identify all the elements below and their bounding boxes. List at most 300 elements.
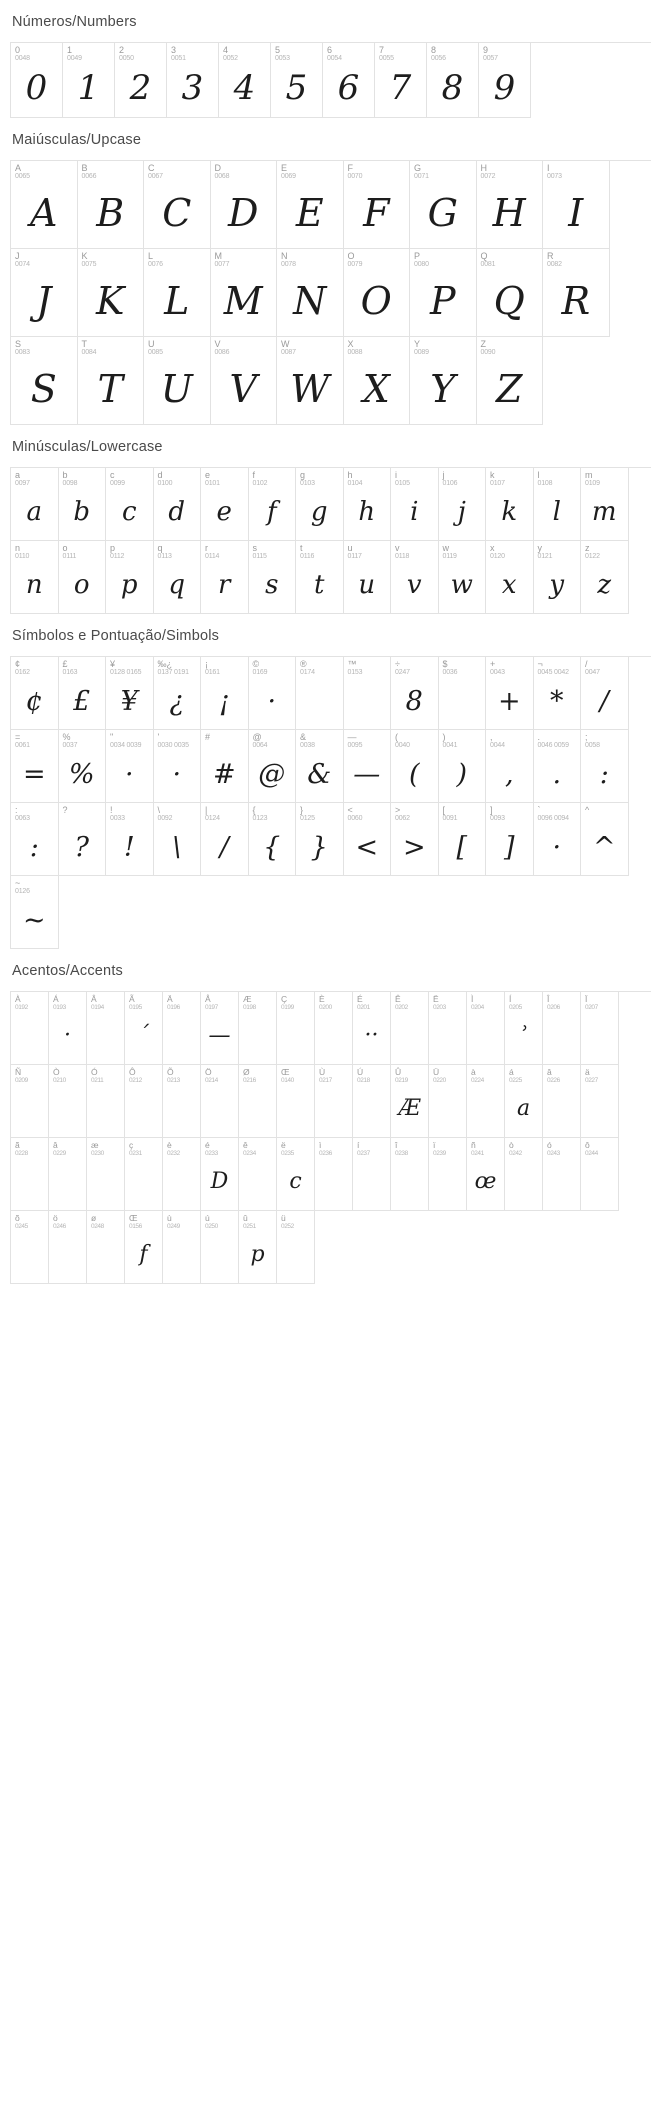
glyph-code-label: 0227 [585, 1077, 598, 1084]
glyph-char-label: ~ [15, 878, 21, 888]
glyph-cell[interactable] [163, 1211, 201, 1284]
glyph-preview: · [124, 758, 134, 790]
glyph-char-label: Ë [433, 994, 439, 1004]
glyph-cell[interactable] [154, 730, 202, 803]
glyph-cell[interactable] [581, 1138, 619, 1211]
glyph-cell[interactable] [479, 43, 531, 118]
glyph-cell[interactable] [87, 1138, 125, 1211]
glyph-cell[interactable] [11, 468, 59, 541]
glyph-cell[interactable] [391, 1138, 429, 1211]
glyph-preview: — [353, 758, 381, 790]
glyph-cell[interactable] [486, 730, 534, 803]
glyph-code-label: 0237 [357, 1150, 370, 1157]
glyph-cell[interactable] [249, 541, 297, 614]
glyph-cell[interactable] [410, 249, 477, 337]
glyph-code-label: 0234 [243, 1150, 256, 1157]
glyph-cell[interactable] [11, 541, 59, 614]
glyph-code-label: 0193 [53, 1004, 66, 1011]
glyph-code-label: 0209 [15, 1077, 28, 1084]
glyph-preview [467, 1008, 504, 1064]
glyph-char-label: ; [585, 732, 588, 742]
glyph-char-label: c [110, 470, 115, 480]
glyph-code-label: 0041 [442, 742, 458, 749]
glyph-char-label: } [300, 805, 304, 815]
glyph-preview [277, 1008, 314, 1064]
glyph-char-label: ÷ [395, 659, 400, 669]
glyph-code-label: 0162 [15, 669, 30, 676]
section-title: Maiúsculas/Upcase [12, 132, 142, 148]
glyph-code-label: 0096 0094 [537, 815, 569, 822]
glyph-cell[interactable] [296, 803, 344, 876]
glyph-preview: l [552, 497, 561, 527]
glyph-preview: C [162, 190, 192, 235]
glyph-cell[interactable] [201, 730, 249, 803]
glyph-cell[interactable] [505, 1065, 543, 1138]
glyph-char-label: æ [91, 1140, 99, 1150]
glyph-cell[interactable] [59, 730, 107, 803]
glyph-preview: \ [172, 831, 182, 863]
glyph-cell[interactable] [11, 337, 78, 425]
glyph-cell[interactable] [391, 541, 439, 614]
glyph-cell[interactable] [63, 43, 115, 118]
glyph-cell[interactable] [391, 1065, 429, 1138]
glyph-code-label: 0097 [15, 480, 30, 487]
glyph-char-label: p [110, 543, 116, 553]
glyph-code-label: 0161 [205, 669, 220, 676]
glyph-char-label: ` [537, 805, 541, 815]
glyph-cell[interactable] [410, 337, 477, 425]
glyph-code-label: 0089 [414, 349, 429, 356]
glyph-cell[interactable] [49, 992, 87, 1065]
glyph-char-label: ó [547, 1140, 552, 1150]
glyph-char-label: 7 [379, 45, 385, 55]
glyph-cell[interactable] [534, 730, 582, 803]
glyph-preview [163, 1081, 200, 1137]
glyph-char-label: û [243, 1213, 248, 1223]
glyph-char-label: s [252, 543, 257, 553]
glyph-preview: b [73, 497, 91, 527]
glyph-cell[interactable] [115, 43, 167, 118]
glyph-code-label: 0067 [148, 173, 163, 180]
glyph-cell[interactable] [486, 657, 534, 730]
glyph-cell[interactable] [543, 161, 610, 249]
glyph-cell[interactable] [239, 1138, 277, 1211]
glyph-cell[interactable] [163, 1138, 201, 1211]
glyph-char-label: ù [167, 1213, 172, 1223]
glyph-preview: & [307, 758, 332, 790]
glyph-char-label: " [110, 732, 114, 742]
glyph-preview [315, 1154, 352, 1210]
glyph-cell[interactable] [59, 468, 107, 541]
glyph-cell[interactable] [439, 803, 487, 876]
glyph-preview: v [406, 570, 422, 600]
glyph-cell[interactable] [391, 803, 439, 876]
glyph-cell[interactable] [78, 161, 145, 249]
glyph-preview: @ [258, 758, 286, 790]
glyph-cell[interactable] [167, 43, 219, 118]
glyph-preview: m [591, 497, 617, 527]
glyph-cell[interactable] [239, 1211, 277, 1284]
glyph-cell[interactable] [505, 1138, 543, 1211]
glyph-cell[interactable] [11, 992, 49, 1065]
glyph-cell[interactable] [78, 337, 145, 425]
glyph-cell[interactable] [505, 992, 543, 1065]
glyph-char-label: Â [91, 994, 97, 1004]
glyph-preview: * [550, 685, 564, 717]
glyph-cell[interactable] [581, 541, 629, 614]
glyph-char-label: É [357, 994, 363, 1004]
glyph-preview: · [172, 758, 182, 790]
glyph-preview [505, 1154, 542, 1210]
glyph-code-label: 0210 [53, 1077, 66, 1084]
glyph-char-label: d [157, 470, 163, 480]
glyph-cell[interactable] [486, 541, 534, 614]
glyph-preview: ʾ [520, 1023, 527, 1048]
glyph-cell[interactable] [344, 161, 411, 249]
glyph-code-label: 0250 [205, 1223, 218, 1230]
glyph-cell[interactable] [534, 803, 582, 876]
glyph-code-label: 0243 [547, 1150, 560, 1157]
glyph-cell[interactable] [353, 1065, 391, 1138]
glyph-code-label: 0200 [319, 1004, 332, 1011]
glyph-preview: Æ [398, 1096, 421, 1121]
glyph-cell[interactable] [219, 43, 271, 118]
glyph-cell[interactable] [277, 1065, 315, 1138]
glyph-char-label: õ [15, 1213, 20, 1223]
glyph-cell[interactable] [534, 468, 582, 541]
glyph-char-label: m [585, 470, 593, 480]
glyph-cell[interactable] [353, 992, 391, 1065]
glyph-preview: N [293, 278, 327, 323]
glyph-preview [543, 1081, 580, 1137]
glyph-char-label: Ù [319, 1067, 326, 1077]
glyph-cell[interactable] [439, 657, 487, 730]
glyph-preview: g [310, 497, 328, 527]
glyph-cell[interactable] [201, 803, 249, 876]
glyph-cell[interactable] [87, 1065, 125, 1138]
glyph-cell[interactable] [211, 249, 278, 337]
glyph-char-label: Y [414, 339, 421, 349]
glyph-preview [429, 1008, 466, 1064]
glyph-cell[interactable] [277, 1138, 315, 1211]
glyph-cell[interactable] [467, 992, 505, 1065]
glyph-cell[interactable] [315, 1065, 353, 1138]
glyph-cell[interactable] [106, 468, 154, 541]
glyph-cell[interactable] [87, 992, 125, 1065]
glyph-char-label: 2 [119, 45, 125, 55]
glyph-cell[interactable] [391, 657, 439, 730]
glyph-cell[interactable] [271, 43, 323, 118]
glyph-section [10, 949, 651, 1284]
glyph-cell[interactable] [106, 541, 154, 614]
glyph-cell[interactable] [581, 803, 629, 876]
glyph-cell[interactable] [391, 730, 439, 803]
glyph-char-label: ì [319, 1140, 322, 1150]
glyph-cell[interactable] [534, 657, 582, 730]
glyph-code-label: 0046 0059 [537, 742, 569, 749]
glyph-cell[interactable] [144, 337, 211, 425]
glyph-cell[interactable] [144, 249, 211, 337]
glyph-cell[interactable] [201, 1211, 239, 1284]
glyph-char-label: z [585, 543, 590, 553]
glyph-char-label: n [15, 543, 21, 553]
glyph-cell[interactable] [467, 1065, 505, 1138]
glyph-cell[interactable] [277, 249, 344, 337]
glyph-cell[interactable] [154, 468, 202, 541]
glyph-code-label: 0095 [347, 742, 363, 749]
glyph-cell[interactable] [11, 730, 59, 803]
glyph-cell[interactable] [201, 657, 249, 730]
glyph-cell[interactable] [106, 730, 154, 803]
glyph-cell[interactable] [344, 337, 411, 425]
glyph-cell[interactable] [144, 161, 211, 249]
glyph-code-label: 0104 [347, 480, 363, 487]
glyph-cell[interactable] [543, 1138, 581, 1211]
glyph-cell[interactable] [427, 43, 479, 118]
glyph-char-label: È [319, 994, 325, 1004]
glyph-cell[interactable] [439, 468, 487, 541]
glyph-cell[interactable] [543, 249, 610, 337]
glyph-cell[interactable] [49, 1065, 87, 1138]
glyph-code-label: 0123 [252, 815, 268, 822]
glyph-code-label: 0070 [347, 173, 363, 180]
glyph-cell[interactable] [543, 992, 581, 1065]
glyph-cell[interactable] [49, 1138, 87, 1211]
glyph-cell[interactable] [125, 1211, 163, 1284]
glyph-code-label: 0112 [110, 553, 125, 560]
glyph-cell[interactable] [125, 1138, 163, 1211]
glyph-code-label: 0204 [471, 1004, 484, 1011]
glyph-cell[interactable] [59, 541, 107, 614]
glyph-cell[interactable] [277, 1211, 315, 1284]
glyph-cell[interactable] [375, 43, 427, 118]
glyph-preview: e [216, 497, 232, 527]
glyph-preview: } [310, 831, 328, 863]
glyph-cell[interactable] [211, 161, 278, 249]
glyph-preview [125, 1081, 162, 1137]
glyph-cell[interactable] [581, 992, 619, 1065]
glyph-char-label: Ç [281, 994, 288, 1004]
glyph-preview: # [212, 758, 236, 790]
glyph-cell[interactable] [486, 468, 534, 541]
glyph-char-label: G [414, 163, 422, 173]
glyph-cell[interactable] [344, 249, 411, 337]
glyph-char-label: u [347, 543, 353, 553]
glyph-cell[interactable] [201, 468, 249, 541]
glyph-cell[interactable] [11, 876, 59, 949]
glyph-code-label: 0044 [490, 742, 505, 749]
glyph-cell[interactable] [323, 43, 375, 118]
glyph-char-label: v [395, 543, 400, 553]
glyph-cell[interactable] [154, 803, 202, 876]
glyph-cell[interactable] [477, 337, 544, 425]
glyph-cell[interactable] [344, 803, 392, 876]
glyph-char-label: t [300, 543, 303, 553]
glyph-char-label: / [585, 659, 588, 669]
glyph-preview: / [219, 831, 229, 863]
glyph-code-label: 0077 [214, 261, 230, 268]
glyph-code-label: 0224 [471, 1077, 484, 1084]
glyph-char-label: á [509, 1067, 514, 1077]
glyph-code-label: 0202 [395, 1004, 408, 1011]
glyph-cell[interactable] [11, 249, 78, 337]
glyph-preview [391, 1008, 428, 1064]
glyph-cell[interactable] [344, 541, 392, 614]
glyph-cell[interactable] [344, 657, 392, 730]
glyph-cell[interactable] [154, 657, 202, 730]
glyph-preview: S [30, 366, 57, 411]
glyph-cell[interactable] [249, 657, 297, 730]
glyph-preview: ¥ [120, 685, 138, 717]
glyph-preview: + [497, 685, 521, 717]
glyph-code-label: 0217 [319, 1077, 332, 1084]
glyph-cell[interactable] [391, 468, 439, 541]
glyph-preview [11, 1154, 48, 1210]
glyph-cell[interactable] [249, 730, 297, 803]
glyph-cell[interactable] [296, 541, 344, 614]
glyph-code-label: 0213 [167, 1077, 180, 1084]
glyph-cell[interactable] [239, 1065, 277, 1138]
glyph-preview [163, 1154, 200, 1210]
glyph-char-label: Ô [129, 1067, 136, 1077]
glyph-code-label: 0196 [167, 1004, 180, 1011]
glyph-preview: s [265, 570, 279, 600]
glyph-cell[interactable] [125, 1065, 163, 1138]
glyph-preview [543, 1008, 580, 1064]
glyph-preview [87, 1227, 124, 1283]
glyph-preview: T [97, 366, 123, 411]
glyph-cell[interactable] [87, 1211, 125, 1284]
glyph-cell[interactable] [11, 1065, 49, 1138]
glyph-code-label: 0219 [395, 1077, 408, 1084]
glyph-cell[interactable] [163, 1065, 201, 1138]
glyph-cell[interactable] [249, 468, 297, 541]
glyph-code-label: 0072 [480, 173, 496, 180]
glyph-cell[interactable] [439, 541, 487, 614]
glyph-cell[interactable] [467, 1138, 505, 1211]
glyph-code-label: 0071 [414, 173, 429, 180]
glyph-preview: G [427, 190, 458, 235]
glyph-cell[interactable] [581, 730, 629, 803]
glyph-char-label: 1 [67, 45, 73, 55]
glyph-cell[interactable] [106, 657, 154, 730]
glyph-preview [467, 1081, 504, 1137]
glyph-preview [353, 1154, 390, 1210]
glyph-code-label: 0093 [490, 815, 505, 822]
glyph-cell[interactable] [439, 730, 487, 803]
glyph-code-label: 0075 [81, 261, 97, 268]
glyph-grid [10, 656, 651, 949]
glyph-cell[interactable] [486, 803, 534, 876]
glyph-cell[interactable] [11, 1138, 49, 1211]
glyph-cell[interactable] [296, 468, 344, 541]
glyph-grid [10, 467, 651, 614]
glyph-cell[interactable] [201, 541, 249, 614]
glyph-cell[interactable] [477, 161, 544, 249]
glyph-preview: z [597, 570, 612, 600]
glyph-cell[interactable] [11, 657, 59, 730]
glyph-cell[interactable] [410, 161, 477, 249]
glyph-cell[interactable] [315, 1138, 353, 1211]
glyph-cell[interactable] [296, 657, 344, 730]
glyph-code-label: 0054 [327, 55, 342, 62]
glyph-cell[interactable] [277, 337, 344, 425]
glyph-code-label: 0251 [243, 1223, 256, 1230]
glyph-preview: · [552, 831, 562, 863]
glyph-cell[interactable] [277, 161, 344, 249]
glyph-cell[interactable] [11, 803, 59, 876]
glyph-cell[interactable] [477, 249, 544, 337]
glyph-cell[interactable] [106, 803, 154, 876]
glyph-cell[interactable] [429, 1065, 467, 1138]
glyph-preview [239, 1154, 276, 1210]
glyph-cell[interactable] [277, 992, 315, 1065]
glyph-char-label: T [81, 339, 87, 349]
glyph-preview: q [168, 570, 186, 600]
glyph-char-label: À [15, 994, 21, 1004]
glyph-cell[interactable] [201, 992, 239, 1065]
glyph-preview [543, 1154, 580, 1210]
glyph-cell[interactable] [201, 1065, 239, 1138]
glyph-char-label: B [81, 163, 88, 173]
glyph-cell[interactable] [429, 1138, 467, 1211]
glyph-cell[interactable] [296, 730, 344, 803]
glyph-cell[interactable] [211, 337, 278, 425]
glyph-cell[interactable] [581, 1065, 619, 1138]
glyph-cell[interactable] [125, 992, 163, 1065]
glyph-code-label: 0225 [509, 1077, 522, 1084]
glyph-code-label: 0047 [585, 669, 600, 676]
glyph-cell[interactable] [353, 1138, 391, 1211]
glyph-cell[interactable] [534, 541, 582, 614]
glyph-char-label: I [547, 163, 550, 173]
glyph-char-label: ü [281, 1213, 286, 1223]
glyph-cell[interactable] [344, 468, 392, 541]
glyph-code-label: 0062 [395, 815, 410, 822]
glyph-cell[interactable] [49, 1211, 87, 1284]
glyph-cell[interactable] [239, 992, 277, 1065]
glyph-cell[interactable] [429, 992, 467, 1065]
glyph-cell[interactable] [249, 803, 297, 876]
glyph-preview: < [355, 831, 379, 863]
glyph-char-label: E [281, 163, 288, 173]
glyph-char-label: ) [442, 732, 446, 742]
glyph-cell[interactable] [163, 992, 201, 1065]
glyph-preview: ¢ [25, 685, 43, 717]
glyph-code-label: 0065 [15, 173, 30, 180]
glyph-cell[interactable] [315, 992, 353, 1065]
glyph-cell[interactable] [11, 161, 78, 249]
glyph-cell[interactable] [59, 657, 107, 730]
glyph-char-label: 8 [431, 45, 437, 55]
glyph-cell[interactable] [11, 43, 63, 118]
glyph-cell[interactable] [581, 657, 629, 730]
glyph-code-label: 0074 [15, 261, 30, 268]
glyph-cell[interactable] [59, 803, 107, 876]
glyph-char-label: R [547, 251, 554, 261]
glyph-preview: 8 [441, 68, 464, 108]
glyph-cell[interactable] [344, 730, 392, 803]
glyph-cell[interactable] [543, 1065, 581, 1138]
glyph-preview: F [363, 190, 390, 235]
glyph-cell[interactable] [11, 1211, 49, 1284]
glyph-code-label: 0064 [252, 742, 268, 749]
glyph-cell[interactable] [391, 992, 429, 1065]
glyph-cell[interactable] [154, 541, 202, 614]
glyph-cell[interactable] [78, 249, 145, 337]
glyph-cell[interactable] [581, 468, 629, 541]
glyph-cell[interactable] [201, 1138, 239, 1211]
